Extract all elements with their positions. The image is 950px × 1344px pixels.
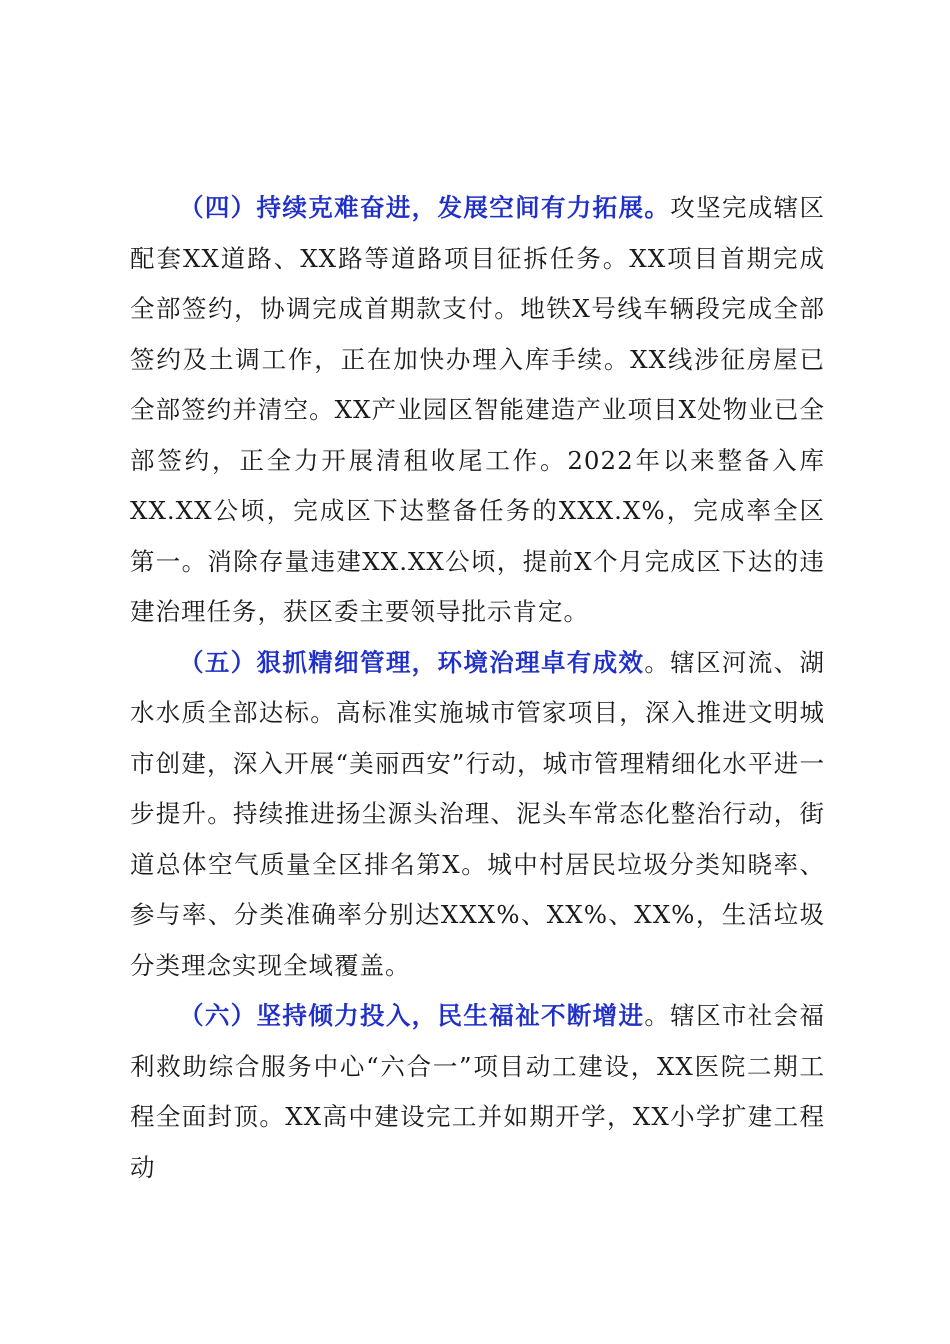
paragraph-text: 。辖区河流、湖水水质全部达标。高标准实施城市管家项目，深入推进文明城市创建，深入开展“美丽西安”行动，城市管理精细化水平进一步提升。持续推进扬尘源头治理、泥头车常态化整治行动，街道总体空气质量全区排名第X。城中村居民垃圾分类知晓率、参与率、分类准确率分别达XXX%、XX%、XX%，生活垃圾分类理念实现全域覆盖。 — [130, 647, 825, 980]
paragraph-text: 。辖区市社会福利救助综合服务中心“六合一”项目动工建设，XX医院二期工程全面封顶。XX高中建设完工并如期开学，XX小学扩建工程动 — [130, 1001, 825, 1182]
paragraph-heading: （五）狠抓精细管理，环境治理卓有成效 — [179, 647, 645, 677]
paragraph-heading: （六）坚持倾力投入，民生福祉不断增进 — [179, 1001, 645, 1030]
paragraph-6 — [130, 991, 825, 1193]
paragraph-text: 攻坚完成辖区配套XX道路、XX路等道路项目征拆任务。XX项目首期完成全部签约，协调完成首期款支付。地铁X号线车辆段完成全部签约及土调工作，正在加快办理入库手续。XX线涉征房屋已全部签约并清空。XX产业园区智能建造产业项目X处物业已全部签约，正全力开展清租收尾工作。2022年以来整备入库XX.XX公顷，完成区下达整备任务的XXX.X%，完成率全区第一。消除存量违建XX.XX公顷，提前X个月完成区下达的违建治理任务，获区委主要领导批示肯定。 — [130, 193, 826, 626]
document-body — [130, 183, 825, 1193]
paragraph-5 — [130, 638, 825, 992]
paragraph-heading: （四）持续克难奋进，发展空间有力拓展。 — [179, 193, 671, 222]
paragraph-4 — [130, 183, 825, 638]
